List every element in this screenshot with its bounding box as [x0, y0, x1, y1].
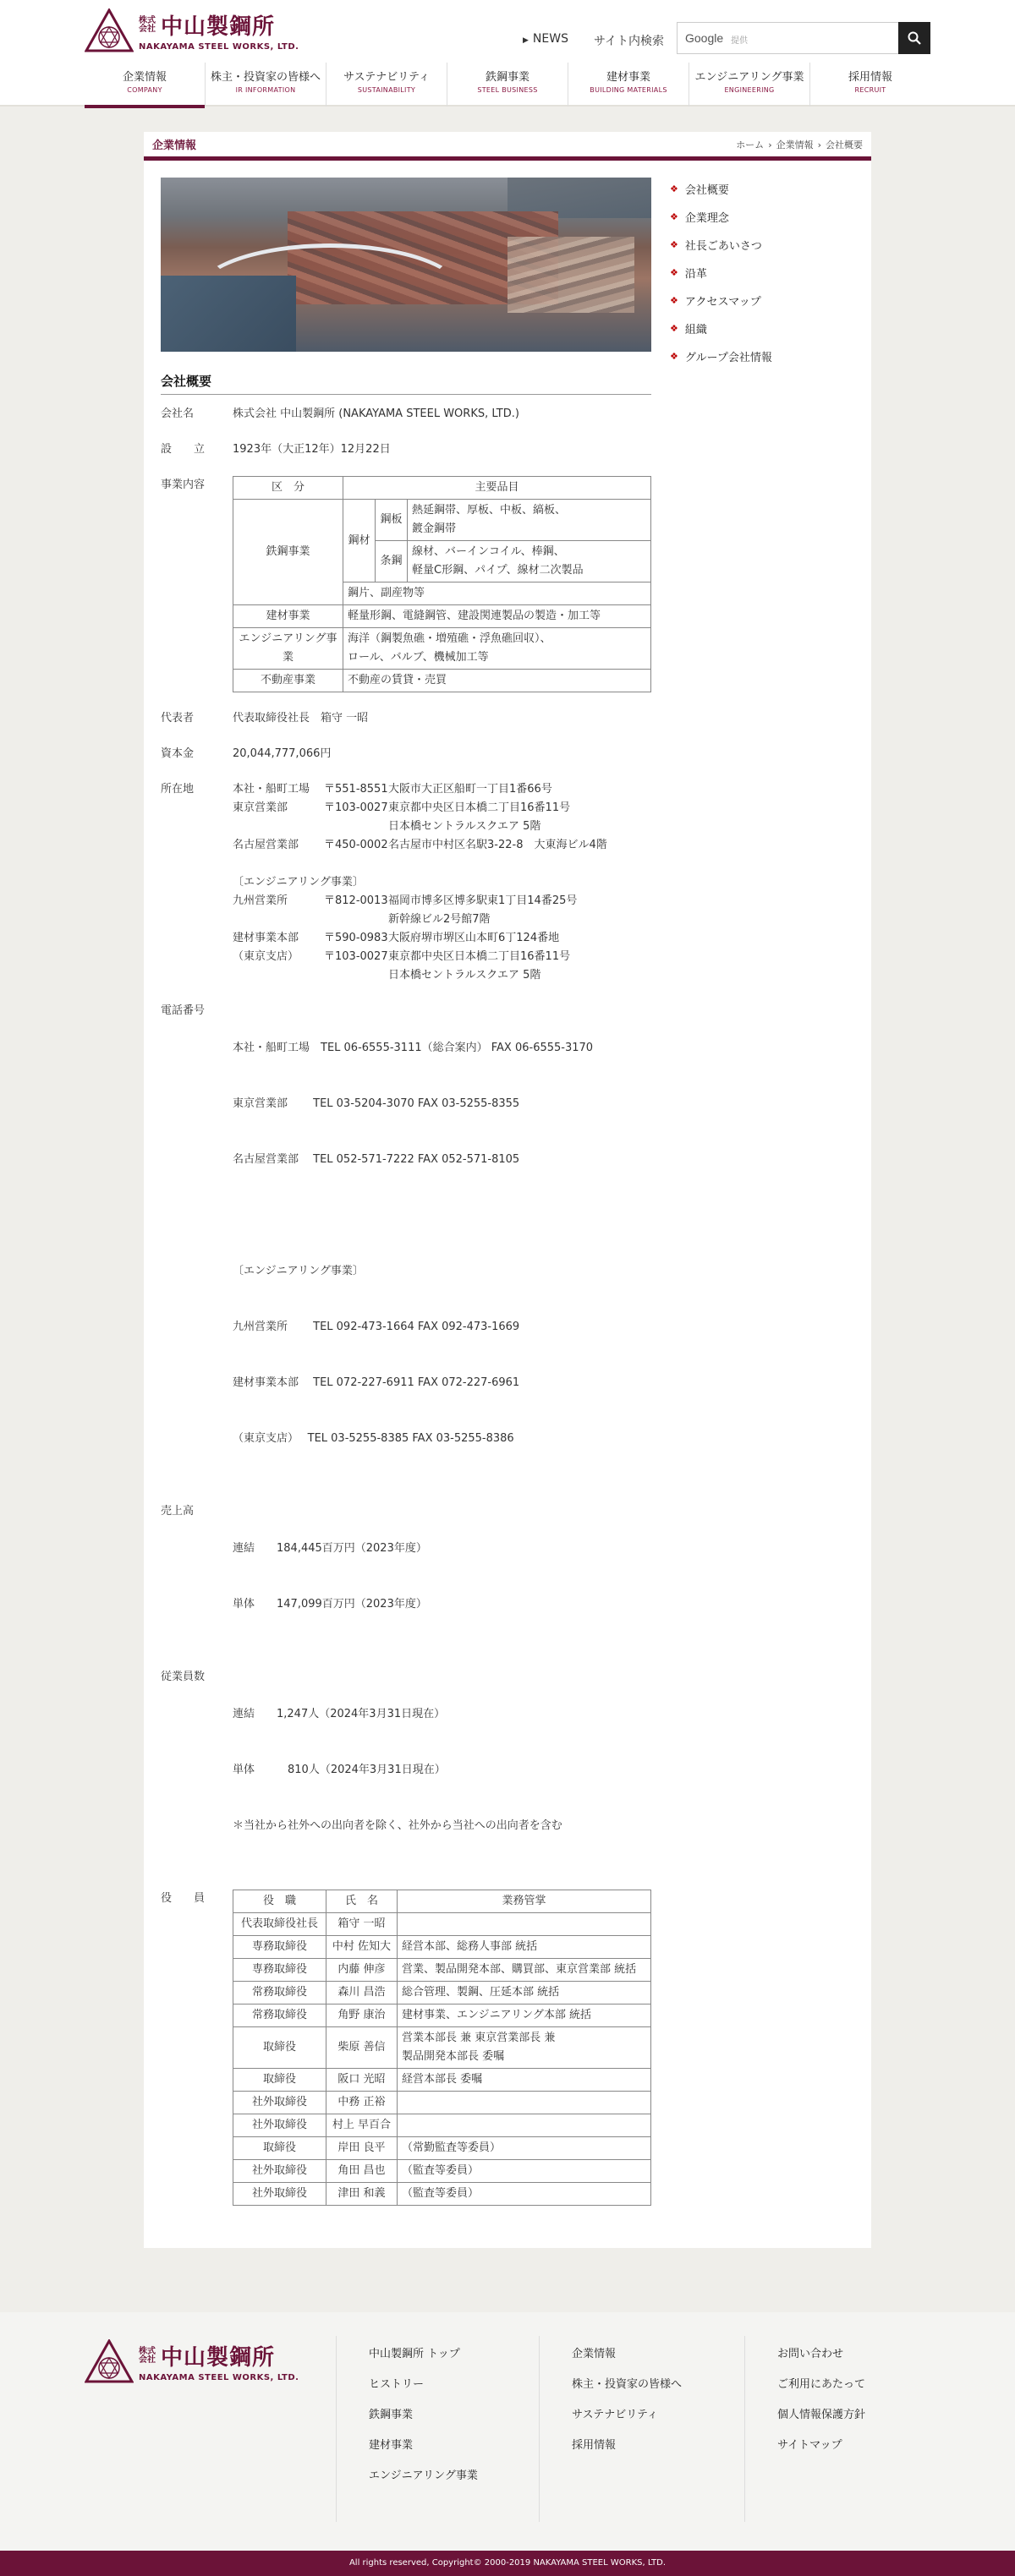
top-links — [523, 32, 664, 49]
table-row: 社外取締役 中務 正裕 — [233, 2092, 651, 2114]
address-line: 日本橋セントラルスクエア 5階 — [388, 969, 541, 982]
table-row: 社外取締役 津田 和義 （監査等委員） — [233, 2183, 651, 2206]
global-nav — [85, 63, 930, 107]
side-item-message[interactable]: ❖ 社長ごあいさつ — [670, 239, 762, 253]
footer-col-3 — [744, 2336, 930, 2522]
site-logo[interactable] — [85, 8, 299, 52]
phone-line: 本社・船町工場 TEL 06-6555-3111（総合案内） FAX 06-6555-3170 — [233, 1042, 594, 1054]
gnav-recruit[interactable]: 採用情報 RECRUIT — [848, 71, 892, 94]
address-line: 東京営業部 〒103-0027 東京都中央区日本橋二丁目16番11号 — [233, 801, 571, 814]
footer-link-company[interactable]: 企業情報 — [572, 2348, 617, 2360]
footer-link-history[interactable]: ヒストリー — [369, 2378, 425, 2391]
employees-note: ＊当社から社外への出向者を除く、社外から当社への出向者を含む — [233, 1819, 562, 1832]
diamond-bullet-icon: ❖ — [670, 183, 678, 194]
table-row: 取締役 柴原 善信 営業本部長 兼 東京営業部長 兼 製品開発本部長 委嘱 — [233, 2027, 651, 2069]
engineering-heading: 〔エンジニアリング事業〕 — [233, 1265, 364, 1277]
executives-table: 役 職 氏 名 業務管掌 代表取締役社長 箱守 一昭 専務取締役 中村 佐知大 経営本部、総務人事部 統括 専務取締役 内藤 伸彦 営業、製品開発本部、購買部、東京営業部 統括 常務取締役 森川 昌浩 総合管理、製鋼、圧延本部 統括 常務取締役 角野 康治 建材事業、エンジニアリング本部 統括 取締役 柴原 善信 営業本部長 兼 東京営業部長 兼 製品開発本部長 委嘱 取締役 阪口 光昭 経営本部長 委嘱 社外取締役 中務 正裕 社外取締役 村上 早百合 取締役 岸田 良平 （常勤監査等委員） 社外取締役 角田 昌也 （監査等委員） 社外取締役 津田 和義 （監査等委員） — [233, 1890, 651, 2206]
address-line: 日本橋セントラルスクエア 5階 — [388, 820, 541, 833]
sales-line: 単体 147,099百万円（2023年度） — [233, 1598, 427, 1611]
footer-link-recruit[interactable]: 採用情報 — [572, 2439, 617, 2452]
row-sales: 売上高 連結 184,445百万円（2023年度） 単体 147,099百万円（2023年度） — [161, 1502, 651, 1651]
table-row: 社外取締役 村上 早百合 — [233, 2114, 651, 2137]
site-search-link[interactable]: サイト内検索 — [593, 35, 664, 48]
address-line: 名古屋営業部 〒450-0002 名古屋市中村区名駅3-22-8 大東海ビル4階 — [233, 839, 607, 851]
table-row: 取締役 岸田 良平 （常勤監査等委員） — [233, 2137, 651, 2160]
google-brand: Google — [685, 31, 724, 45]
breadcrumb-current: 会社概要 — [826, 139, 863, 150]
footer-link-top[interactable]: 中山製鋼所 トップ — [369, 2348, 460, 2360]
side-item-philosophy[interactable]: ❖ 企業理念 — [670, 211, 729, 225]
employees-line: 単体 810人（2024年3月31日現在） — [233, 1764, 446, 1776]
row-phone: 電話番号 本社・船町工場 TEL 06-6555-3111（総合案内） FAX 06-6555-3170 東京営業部 TEL 03-5204-3070 FAX 03-5255-8355 名古屋営業部 TEL 052-571-7222 FAX 052-571-8105 〔エンジニアリング事業〕 九州営業所 TEL 092-473-1664 FAX 092-473-1669 建材事業本部 TEL 072-227-6911 FAX 072-227-6961 （東京支店） TEL 03-5255-8385 FAX 03-5255-8386 — [161, 1002, 651, 1485]
table-row: 取締役 阪口 光昭 経営本部長 委嘱 — [233, 2069, 651, 2092]
page-title: 企業情報 — [152, 139, 197, 152]
diamond-bullet-icon: ❖ — [670, 323, 678, 334]
page-title-bar — [144, 132, 871, 161]
diamond-bullet-icon: ❖ — [670, 211, 678, 222]
chevron-right-icon: › — [817, 139, 821, 150]
row-established: 設 立 1923年（大正12年）12月22日 — [161, 443, 391, 456]
logo-name-jp: 中山製鋼所 — [161, 14, 276, 40]
side-item-access[interactable]: ❖ アクセスマップ — [670, 295, 761, 309]
row-business: 事業内容 区 分 主要品目 鉄鋼事業 鋼材 鋼板 熱延鋼帯、厚板、中板、縞板、 鍍金鋼帯 条鋼 線材、バーインコイル、棒鋼、 軽量C形鋼、パイプ、線材二次製品 鋼片、副産物等 建材事業 軽量形鋼、電縫鋼管、建設関連製品の製造・加工等 エンジニアリング事業 海洋（鋼製魚礁・増殖礁・浮魚礁回収）、 ロール、バルブ、機械加工等 不動産事業 不動産の賃貸・売買 — [161, 476, 651, 692]
search-icon — [908, 31, 921, 45]
logo-mark-icon — [85, 8, 134, 52]
row-address: 所在地 本社・船町工場 〒551-8551 大阪市大正区船町一丁目1番66号 東京営業部 〒103-0027 東京都中央区日本橋二丁目16番11号 日本橋セントラルスクエア 5階 名古屋営業部 〒450-0002 名古屋市中村区名駅3-22-8 大東海ビル4階 〔エンジニアリング事業〕 九州営業所 〒812-0013 福岡市博多区博多駅東1丁目14番25号 新幹線ビル2号館7階 建材事業本部 〒590-0983 大阪府堺市堺区山本町6丁124番地 （東京支店） 〒103-0027 東京都中央区日本橋二丁目16番11号 日本橋セントラルスクエア 5階 — [161, 780, 651, 985]
gnav-sustainability[interactable]: サステナビリティ SUSTAINABILITY — [326, 63, 447, 107]
row-representative: 代表者 代表取締役社長 箱守 一昭 — [161, 712, 369, 725]
gnav-engineering[interactable]: エンジニアリング事業 ENGINEERING — [689, 63, 810, 107]
diamond-bullet-icon: ❖ — [670, 267, 678, 278]
table-row: 常務取締役 森川 昌浩 総合管理、製鋼、圧延本部 統括 — [233, 1982, 651, 2004]
footer-col-2 — [539, 2336, 744, 2522]
main-column — [161, 178, 651, 2206]
row-company-name: 会社名 株式会社 中山製鋼所 (NAKAYAMA STEEL WORKS, LTD.) — [161, 407, 519, 420]
search-input[interactable] — [677, 22, 898, 54]
phone-line: 建材事業本部 TEL 072-227-6911 FAX 072-227-6961 — [233, 1376, 520, 1389]
phone-line: 九州営業所 TEL 092-473-1664 FAX 092-473-1669 — [233, 1321, 520, 1333]
search-button[interactable] — [898, 22, 930, 54]
table-row: 常務取締役 角野 康治 建材事業、エンジニアリング本部 統括 — [233, 2004, 651, 2027]
footer-link-sitemap[interactable]: サイトマップ — [777, 2439, 842, 2452]
gnav-building[interactable]: 建材事業 BUILDING MATERIALS — [568, 63, 689, 107]
breadcrumb — [736, 138, 863, 151]
section-title: 会社概要 — [161, 372, 651, 395]
logo-name-en: NAKAYAMA STEEL WORKS, LTD. — [139, 42, 299, 52]
table-row: 専務取締役 中村 佐知大 経営本部、総務人事部 統括 — [233, 1936, 651, 1959]
employees-line: 連結 1,247人（2024年3月31日現在） — [233, 1708, 446, 1720]
row-capital: 資本金 20,044,777,066円 — [161, 747, 332, 760]
gnav-ir[interactable]: 株主・投資家の皆様へ IR INFORMATION — [206, 63, 326, 107]
phone-line: 名古屋営業部 TEL 052-571-7222 FAX 052-571-8105 — [233, 1153, 520, 1166]
footer-link-sustainability[interactable]: サステナビリティ — [572, 2409, 658, 2421]
table-row: 専務取締役 内藤 伸彦 営業、製品開発本部、購買部、東京営業部 統括 — [233, 1959, 651, 1982]
footer-col-1 — [336, 2336, 539, 2522]
gnav-steel[interactable]: 鉄鋼事業 STEEL BUSINESS — [447, 63, 568, 107]
side-item-overview[interactable]: ❖ 会社概要 — [670, 183, 729, 197]
chevron-right-icon: › — [768, 139, 772, 150]
chevron-right-icon: ▶ — [522, 36, 529, 45]
footer-link-steel[interactable]: 鉄鋼事業 — [369, 2409, 414, 2421]
factory-aerial-photo — [161, 178, 651, 352]
side-item-history[interactable]: ❖ 沿革 — [670, 267, 707, 281]
site-footer — [0, 2312, 1015, 2551]
business-table: 区 分 主要品目 鉄鋼事業 鋼材 鋼板 熱延鋼帯、厚板、中板、縞板、 鍍金鋼帯 条鋼 線材、バーインコイル、棒鋼、 軽量C形鋼、パイプ、線材二次製品 鋼片、副産物等 建材事業 軽量形鋼、電縫鋼管、建設関連製品の製造・加工等 エンジニアリング事業 海洋（鋼製魚礁・増殖礁・浮魚礁回収）、 ロール、バルブ、機械加工等 不動産事業 不動産の賃貸・売買 — [233, 476, 651, 692]
side-item-organization[interactable]: ❖ 組織 — [670, 323, 707, 336]
engineering-heading: 〔エンジニアリング事業〕 — [233, 876, 364, 889]
footer-link-ir[interactable]: 株主・投資家の皆様へ — [572, 2378, 683, 2391]
breadcrumb-home[interactable]: ホーム — [736, 139, 765, 150]
gnav-company[interactable]: 企業情報 COMPANY — [85, 63, 206, 107]
search-box — [677, 22, 930, 54]
side-nav — [670, 178, 772, 2206]
phone-line: 東京営業部 TEL 03-5204-3070 FAX 03-5255-8355 — [233, 1097, 520, 1110]
address-line: （東京支店） 〒103-0027 東京都中央区日本橋二丁目16番11号 — [233, 950, 571, 963]
row-employees: 従業員数 連結 1,247人（2024年3月31日現在） 単体 810人（2024年3月31日現在） ＊当社から社外への出向者を除く、社外から当社への出向者を含む — [161, 1668, 651, 1873]
footer-logo[interactable]: 株式会社 中山製鋼所 NAKAYAMA STEEL WORKS, LTD. — [85, 2339, 299, 2383]
logo-kabushiki: 株式会社 — [139, 15, 156, 34]
diamond-bullet-icon: ❖ — [670, 295, 678, 306]
address-line: 建材事業本部 〒590-0983 大阪府堺市堺区山本町6丁124番地 — [233, 932, 560, 944]
footer-link-terms[interactable]: ご利用にあたって — [777, 2378, 866, 2391]
main-content — [144, 132, 871, 2248]
diamond-bullet-icon: ❖ — [670, 239, 678, 250]
address-line: 新幹線ビル2号館7階 — [388, 913, 491, 926]
table-row: 社外取締役 角田 昌也 （監査等委員） — [233, 2160, 651, 2183]
footer-link-contact[interactable]: お問い合わせ — [777, 2348, 844, 2360]
news-link[interactable]: ▶ NEWS — [522, 32, 568, 46]
logo-mark-icon — [85, 2339, 134, 2383]
footer-link-privacy[interactable]: 個人情報保護方針 — [777, 2409, 866, 2421]
side-item-group[interactable]: ❖ グループ会社情報 — [670, 351, 772, 364]
diamond-bullet-icon: ❖ — [670, 351, 678, 362]
address-line: 本社・船町工場 〒551-8551 大阪市大正区船町一丁目1番66号 — [233, 783, 552, 796]
footer-link-building[interactable]: 建材事業 — [369, 2439, 414, 2452]
address-line: 九州営業所 〒812-0013 福岡市博多区博多駅東1丁目14番25号 — [233, 894, 578, 907]
table-row: 代表取締役社長 箱守 一昭 — [233, 1913, 651, 1936]
sales-line: 連結 184,445百万円（2023年度） — [233, 1542, 427, 1555]
copyright: All rights reserved, Copyright© 2000-2019 NAKAYAMA STEEL WORKS, LTD. — [0, 2551, 1015, 2576]
breadcrumb-company[interactable]: 企業情報 — [776, 139, 814, 150]
search-powered-by: 提供 — [731, 36, 748, 46]
row-executives: 役 員 役 職 氏 名 業務管掌 代表取締役社長 箱守 一昭 専務取締役 中村 佐知大 経営本部、総務人事部 統括 専務取締役 内藤 伸彦 営業、製品開発本部、購買部、東京営業部 統括 常務取締役 森川 昌浩 総合管理、製鋼、圧延本部 統括 常務取締役 角野 康治 建材事業、エンジニアリング本部 統括 取締役 柴原 善信 営業本部長 兼 東京営業部長 兼 製品開発本部長 委嘱 取締役 阪口 光昭 経営本部長 委嘱 社外取締役 中務 正裕 社外取締役 村上 早百合 取締役 岸田 良平 （常勤監査等委員） 社外取締役 角田 昌也 （監査等委員） 社外取締役 津田 和義 （監査等委員） — [161, 1890, 651, 2206]
footer-link-engineering[interactable]: エンジニアリング事業 — [369, 2469, 478, 2482]
phone-line: （東京支店） TEL 03-5255-8385 FAX 03-5255-8386 — [233, 1432, 514, 1445]
site-header — [0, 0, 1015, 107]
